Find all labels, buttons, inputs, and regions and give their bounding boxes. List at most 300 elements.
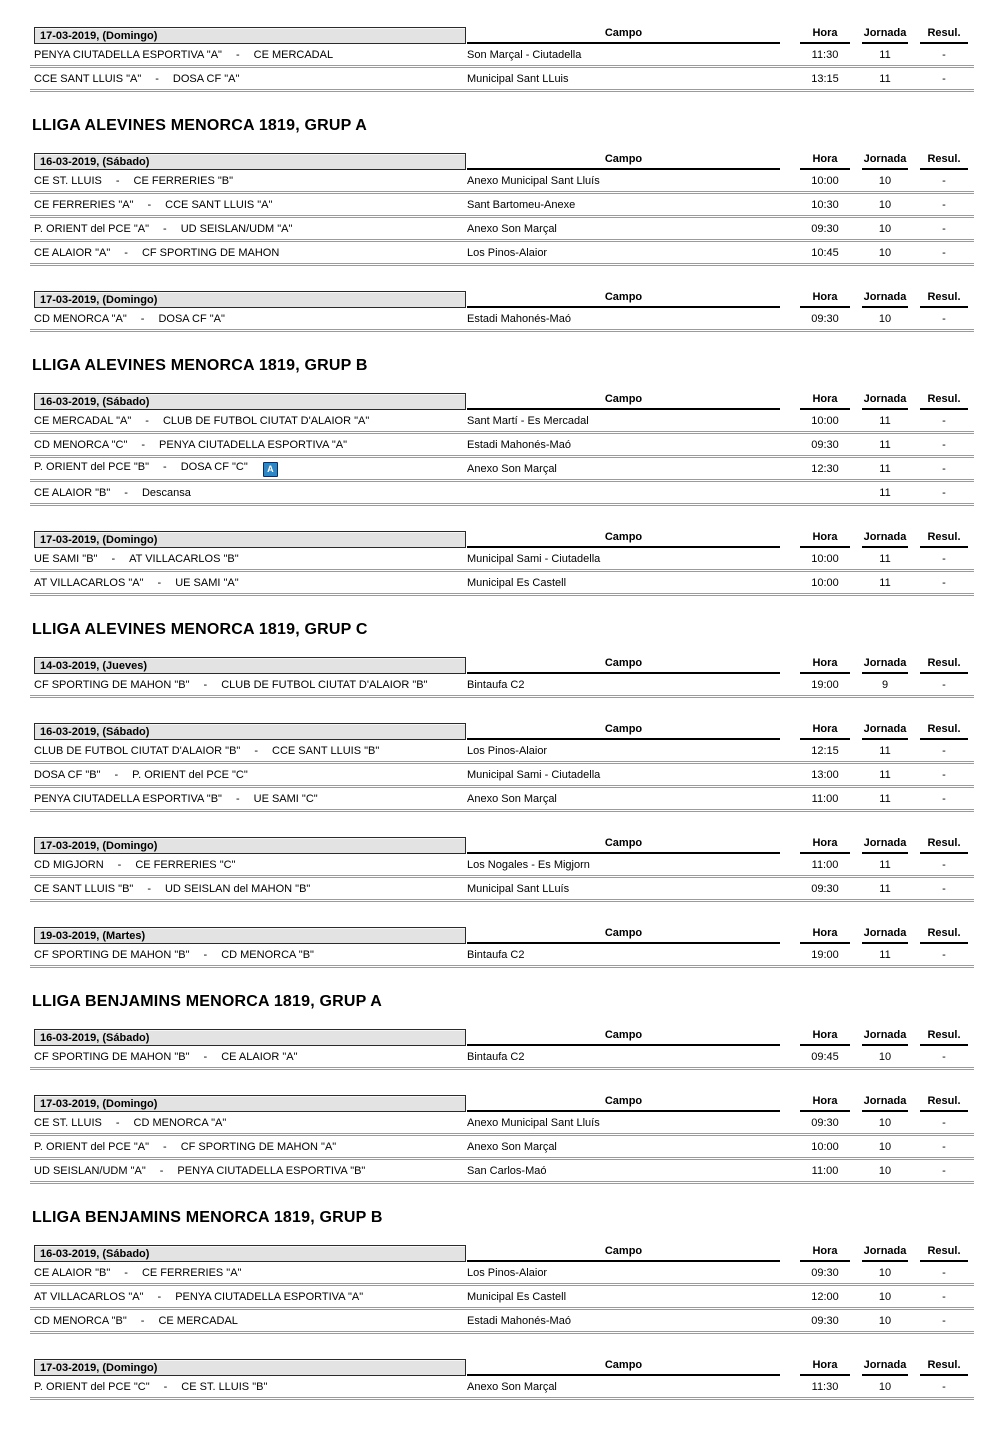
away-team: PENYA CIUTADELLA ESPORTIVA "B" <box>177 1164 366 1177</box>
resul-header-label: Resul. <box>920 531 968 548</box>
resul-header-label: Resul. <box>920 1245 968 1262</box>
match-row <box>30 674 974 698</box>
resul-cell: - <box>942 1380 946 1393</box>
league-section <box>30 621 974 968</box>
column-header-campo <box>467 837 794 854</box>
resul-cell: - <box>942 222 946 235</box>
resul-cell: - <box>942 1290 946 1303</box>
match-cell <box>30 1291 467 1303</box>
home-team: P. ORIENT del PCE "C" <box>34 1380 150 1393</box>
column-header-resul <box>914 723 974 740</box>
table-header-row <box>30 657 974 674</box>
match-row <box>30 170 974 194</box>
hora-header-label: Hora <box>800 1029 850 1046</box>
column-header-jornada <box>856 1029 914 1046</box>
away-team: CE FERRERIES "B" <box>133 174 234 187</box>
home-team: CD MENORCA "B" <box>34 1314 127 1327</box>
column-header-hora <box>794 393 856 410</box>
away-team: CD MENORCA "B" <box>221 948 314 961</box>
hora-header-label: Hora <box>800 291 850 308</box>
campo-header-label: Campo <box>467 1029 780 1046</box>
column-header-campo <box>467 1095 794 1112</box>
home-team: AT VILLACARLOS "A" <box>34 576 144 589</box>
jornada-cell: 11 <box>879 768 891 781</box>
match-cell <box>30 883 467 895</box>
jornada-header-label: Jornada <box>862 723 908 740</box>
rows-holder <box>30 170 974 266</box>
campo-cell: Son Marçal - Ciutadella <box>467 48 582 61</box>
table-header-row <box>30 1029 974 1046</box>
hora-cell: 09:45 <box>811 1050 839 1063</box>
match-row <box>30 458 974 482</box>
team-separator: - <box>140 1314 145 1327</box>
team-separator: - <box>147 882 151 895</box>
resul-header-label: Resul. <box>920 1095 968 1112</box>
campo-cell: Los Pinos-Alaior <box>467 246 548 259</box>
hora-cell: 11:30 <box>811 48 839 61</box>
table-header-row <box>30 927 974 944</box>
jornada-header-label: Jornada <box>862 27 908 44</box>
resul-cell: - <box>942 744 946 757</box>
away-team: DOSA CF "C" <box>180 460 248 473</box>
team-separator: - <box>254 744 258 757</box>
hora-cell: 09:30 <box>811 1116 839 1129</box>
hora-cell: 19:00 <box>811 948 839 961</box>
team-separator: - <box>115 1116 120 1129</box>
jornada-cell: 11 <box>879 462 891 475</box>
team-separator: - <box>141 438 146 451</box>
team-separator: - <box>115 174 120 187</box>
rows-holder <box>30 410 974 506</box>
team-separator: - <box>124 486 128 499</box>
column-header-resul <box>914 1245 974 1262</box>
campo-cell: Estadi Mahonés-Maó <box>467 312 571 325</box>
column-header-campo <box>467 531 794 548</box>
column-header-campo <box>467 1029 794 1046</box>
column-header-jornada <box>856 1095 914 1112</box>
resul-cell: - <box>942 792 946 805</box>
match-cell <box>30 1381 467 1393</box>
campo-cell: San Carlos-Maó <box>467 1164 547 1177</box>
table-header-row <box>30 393 974 410</box>
match-row <box>30 1112 974 1136</box>
resul-cell: - <box>942 1050 946 1063</box>
jornada-header-label: Jornada <box>862 1029 908 1046</box>
column-header-hora <box>794 723 856 740</box>
matchday-table <box>30 1359 974 1400</box>
column-header-resul <box>914 1029 974 1046</box>
resul-cell: - <box>942 486 946 499</box>
hora-header-label: Hora <box>800 27 850 44</box>
hora-cell: 09:30 <box>811 1314 839 1327</box>
home-team: DOSA CF "B" <box>34 768 101 781</box>
away-team: UE SAMI "C" <box>253 792 318 805</box>
column-header-hora <box>794 657 856 674</box>
column-header-jornada <box>856 153 914 170</box>
campo-header-label: Campo <box>467 1095 780 1112</box>
match-cell <box>30 679 467 691</box>
hora-cell: 10:30 <box>811 198 839 211</box>
column-header-hora <box>794 153 856 170</box>
away-team: CF SPORTING DE MAHON <box>141 246 280 259</box>
team-separator: - <box>203 678 208 691</box>
home-team: CLUB DE FUTBOL CIUTAT D'ALAIOR "B" <box>34 744 241 757</box>
hora-cell: 10:45 <box>811 246 839 259</box>
away-team: DOSA CF "A" <box>158 312 225 325</box>
hora-header-label: Hora <box>800 657 850 674</box>
date-header-box: 17-03-2019, (Domingo) <box>34 531 466 548</box>
date-header-cell <box>30 1029 467 1046</box>
away-team: PENYA CIUTADELLA ESPORTIVA "A" <box>159 438 347 451</box>
date-header-cell <box>30 927 467 944</box>
table-header-row <box>30 1245 974 1262</box>
match-row <box>30 68 974 92</box>
hora-cell: 09:30 <box>811 1266 839 1279</box>
home-team: CE ST. LLUIS <box>34 1116 102 1129</box>
campo-cell: Los Pinos-Alaior <box>467 1266 548 1279</box>
section-title: LLIGA ALEVINES MENORCA 1819, GRUP B <box>32 357 368 374</box>
team-separator: - <box>114 768 119 781</box>
jornada-cell: 10 <box>878 1164 892 1177</box>
match-row <box>30 482 974 506</box>
column-header-campo <box>467 657 794 674</box>
jornada-header-label: Jornada <box>862 1245 908 1262</box>
hora-header-label: Hora <box>800 153 850 170</box>
home-team: P. ORIENT del PCE "A" <box>34 1140 150 1153</box>
hora-cell: 13:00 <box>811 768 839 781</box>
away-team: CD MENORCA "A" <box>133 1116 227 1129</box>
date-header-cell <box>30 1095 467 1112</box>
column-header-jornada <box>856 1245 914 1262</box>
match-cell <box>30 745 467 757</box>
resul-cell: - <box>942 1266 946 1279</box>
hora-cell: 10:00 <box>811 552 839 565</box>
date-header-cell <box>30 657 467 674</box>
column-header-jornada <box>856 291 914 308</box>
team-separator: - <box>157 576 162 589</box>
campo-cell: Anexo Son Marçal <box>467 1140 557 1153</box>
jornada-cell: 10 <box>878 1116 892 1129</box>
home-team: UD SEISLAN/UDM "A" <box>34 1164 146 1177</box>
table-header-row <box>30 291 974 308</box>
match-cell <box>30 1117 467 1129</box>
column-header-jornada <box>856 927 914 944</box>
hora-header-label: Hora <box>800 927 850 944</box>
jornada-cell: 11 <box>879 948 891 961</box>
tables-holder <box>30 657 974 968</box>
league-section <box>30 357 974 596</box>
home-team: CD MENORCA "C" <box>34 438 128 451</box>
match-row <box>30 788 974 812</box>
resul-cell: - <box>942 1116 946 1129</box>
date-header-box: 16-03-2019, (Sábado) <box>34 1029 466 1046</box>
jornada-cell: 11 <box>879 72 891 85</box>
team-separator: - <box>163 1380 168 1393</box>
column-header-jornada <box>856 837 914 854</box>
home-team: CD MENORCA "A" <box>34 312 127 325</box>
match-cell <box>30 461 467 477</box>
rows-holder <box>30 944 974 968</box>
table-header-row <box>30 153 974 170</box>
hora-header-label: Hora <box>800 1359 850 1376</box>
resul-header-label: Resul. <box>920 927 968 944</box>
column-header-resul <box>914 153 974 170</box>
team-separator: - <box>163 460 167 473</box>
rows-holder <box>30 548 974 596</box>
hora-cell: 09:30 <box>811 882 839 895</box>
rows-holder <box>30 308 974 332</box>
column-header-hora <box>794 531 856 548</box>
campo-cell: Municipal Sami - Ciutadella <box>467 768 601 781</box>
tables-holder <box>30 393 974 596</box>
match-cell <box>30 49 467 61</box>
hora-cell: 09:30 <box>811 222 839 235</box>
jornada-cell: 11 <box>879 414 891 427</box>
resul-cell: - <box>942 198 946 211</box>
column-header-jornada <box>856 393 914 410</box>
column-header-resul <box>914 27 974 44</box>
section-title: LLIGA ALEVINES MENORCA 1819, GRUP A <box>32 117 368 134</box>
resul-header-label: Resul. <box>920 153 968 170</box>
away-team: DOSA CF "A" <box>172 72 240 85</box>
column-header-resul <box>914 927 974 944</box>
hora-cell: 09:30 <box>811 312 839 325</box>
jornada-cell: 11 <box>879 552 891 565</box>
resul-cell: - <box>942 768 946 781</box>
team-separator: - <box>147 198 152 211</box>
match-cell <box>30 1315 467 1327</box>
away-team: CE ST. LLUIS "B" <box>181 1380 268 1393</box>
match-row <box>30 1262 974 1286</box>
team-separator: - <box>235 48 240 61</box>
campo-cell: Anexo Son Marçal <box>467 462 557 475</box>
column-header-hora <box>794 1359 856 1376</box>
campo-header-label: Campo <box>467 27 780 44</box>
jornada-cell: 11 <box>879 438 891 451</box>
resul-cell: - <box>942 48 946 61</box>
column-header-campo <box>467 291 794 308</box>
home-team: CE ALAIOR "A" <box>34 246 111 259</box>
campo-header-label: Campo <box>467 1245 780 1262</box>
jornada-cell: 10 <box>878 1290 892 1303</box>
away-team: CLUB DE FUTBOL CIUTAT D'ALAIOR "B" <box>221 678 428 691</box>
tables-holder <box>30 1245 974 1400</box>
home-team: CCE SANT LLUIS "A" <box>34 72 142 85</box>
date-header-cell <box>30 531 467 548</box>
date-header-cell <box>30 393 467 410</box>
hora-cell: 12:30 <box>811 462 839 475</box>
match-cell <box>30 1141 467 1153</box>
column-header-hora <box>794 1095 856 1112</box>
match-row <box>30 242 974 266</box>
hora-cell: 11:00 <box>811 1164 839 1177</box>
home-team: AT VILLACARLOS "A" <box>34 1290 144 1303</box>
team-separator: - <box>140 312 145 325</box>
jornada-header-label: Jornada <box>862 837 908 854</box>
away-team: UE SAMI "A" <box>175 576 239 589</box>
date-header-box: 17-03-2019, (Domingo) <box>34 1359 466 1376</box>
campo-cell: Los Nogales - Es Migjorn <box>467 858 590 871</box>
rows-holder <box>30 674 974 698</box>
campo-cell: Los Pinos-Alaior <box>467 744 548 757</box>
table-header-row <box>30 1359 974 1376</box>
resul-cell: - <box>942 414 946 427</box>
rows-holder <box>30 1046 974 1070</box>
match-row <box>30 1310 974 1334</box>
jornada-header-label: Jornada <box>862 153 908 170</box>
date-header-cell <box>30 723 467 740</box>
league-section <box>30 993 974 1184</box>
away-team: CCE SANT LLUIS "A" <box>165 198 273 211</box>
home-team: CE ST. LLUIS <box>34 174 102 187</box>
table-header-row <box>30 27 974 44</box>
campo-cell: Municipal Sant LLuís <box>467 882 570 895</box>
column-header-jornada <box>856 1359 914 1376</box>
column-header-resul <box>914 657 974 674</box>
campo-cell: Anexo Son Marçal <box>467 792 557 805</box>
jornada-header-label: Jornada <box>862 1359 908 1376</box>
hora-cell: 11:00 <box>811 792 839 805</box>
team-separator: - <box>124 246 128 259</box>
date-header-box: 16-03-2019, (Sábado) <box>34 723 466 740</box>
column-header-hora <box>794 927 856 944</box>
team-separator: - <box>159 1164 164 1177</box>
campo-header-label: Campo <box>467 393 780 410</box>
match-row <box>30 1046 974 1070</box>
campo-cell: Municipal Es Castell <box>467 1290 567 1303</box>
match-cell <box>30 439 467 451</box>
team-separator: - <box>235 792 240 805</box>
resul-header-label: Resul. <box>920 393 968 410</box>
away-team: PENYA CIUTADELLA ESPORTIVA "A" <box>175 1290 364 1303</box>
section-title: LLIGA BENJAMINS MENORCA 1819, GRUP B <box>32 1209 383 1226</box>
column-header-campo <box>467 1245 794 1262</box>
team-separator: - <box>124 1266 128 1279</box>
jornada-header-label: Jornada <box>862 1095 908 1112</box>
away-team: P. ORIENT del PCE "C" <box>132 768 248 781</box>
jornada-cell: 10 <box>878 174 892 187</box>
resul-header-label: Resul. <box>920 1359 968 1376</box>
match-cell <box>30 553 467 565</box>
rows-holder <box>30 1112 974 1184</box>
match-row <box>30 1376 974 1400</box>
match-row <box>30 434 974 458</box>
resul-cell: - <box>942 882 946 895</box>
away-team: UD SEISLAN/UDM "A" <box>180 222 293 235</box>
hora-cell: 10:00 <box>811 414 839 427</box>
match-row <box>30 194 974 218</box>
table-header-row <box>30 837 974 854</box>
rows-holder <box>30 1262 974 1334</box>
jornada-header-label: Jornada <box>862 393 908 410</box>
campo-cell: Anexo Son Marçal <box>467 1380 557 1393</box>
resul-cell: - <box>942 174 946 187</box>
match-row <box>30 1136 974 1160</box>
section-title: LLIGA ALEVINES MENORCA 1819, GRUP C <box>32 621 368 638</box>
jornada-cell: 10 <box>878 198 892 211</box>
date-header-cell <box>30 153 467 170</box>
match-row <box>30 218 974 242</box>
date-header-cell <box>30 27 467 44</box>
column-header-resul <box>914 1359 974 1376</box>
hora-cell: 11:00 <box>811 858 839 871</box>
column-header-campo <box>467 927 794 944</box>
team-separator: - <box>163 1140 167 1153</box>
jornada-cell: 10 <box>878 1266 892 1279</box>
matchday-table <box>30 393 974 506</box>
jornada-header-label: Jornada <box>862 291 908 308</box>
campo-cell: Sant Martí - Es Mercadal <box>467 414 589 427</box>
column-header-jornada <box>856 27 914 44</box>
hora-cell: 12:15 <box>811 744 839 757</box>
resul-header-label: Resul. <box>920 27 968 44</box>
campo-cell: Estadi Mahonés-Maó <box>467 438 571 451</box>
date-header-box: 17-03-2019, (Domingo) <box>34 1095 466 1112</box>
date-header-box: 16-03-2019, (Sábado) <box>34 153 466 170</box>
team-separator: - <box>111 552 116 565</box>
away-team: Descansa <box>141 486 191 499</box>
home-team: CF SPORTING DE MAHON "B" <box>34 948 190 961</box>
team-separator: - <box>163 222 167 235</box>
match-row <box>30 572 974 596</box>
hora-cell: 09:30 <box>811 438 839 451</box>
date-header-cell <box>30 837 467 854</box>
jornada-cell: 10 <box>878 1050 892 1063</box>
resul-cell: - <box>942 948 946 961</box>
date-header-box: 14-03-2019, (Jueves) <box>34 657 466 674</box>
tables-holder <box>30 153 974 332</box>
resul-header-label: Resul. <box>920 1029 968 1046</box>
resul-cell: - <box>942 312 946 325</box>
match-row <box>30 1160 974 1184</box>
match-cell <box>30 247 467 259</box>
date-header-box: 17-03-2019, (Domingo) <box>34 27 466 44</box>
hora-cell: 10:00 <box>811 576 839 589</box>
home-team: PENYA CIUTADELLA ESPORTIVA "B" <box>34 792 222 805</box>
match-row <box>30 854 974 878</box>
rows-holder <box>30 1376 974 1400</box>
jornada-cell: 10 <box>878 312 892 325</box>
campo-cell: Estadi Mahonés-Maó <box>467 1314 571 1327</box>
rows-holder <box>30 854 974 902</box>
date-header-cell <box>30 291 467 308</box>
column-header-hora <box>794 291 856 308</box>
resul-cell: - <box>942 462 946 475</box>
match-row <box>30 44 974 68</box>
resul-header-label: Resul. <box>920 837 968 854</box>
jornada-cell: 11 <box>879 858 891 871</box>
table-header-row <box>30 1095 974 1112</box>
home-team: UE SAMI "B" <box>34 552 98 565</box>
hora-header-label: Hora <box>800 1095 850 1112</box>
hora-cell: 10:00 <box>811 174 839 187</box>
campo-header-label: Campo <box>467 1359 780 1376</box>
matchday-table <box>30 723 974 812</box>
campo-header-label: Campo <box>467 723 780 740</box>
matchday-table <box>30 657 974 698</box>
jornada-cell: 10 <box>878 1140 892 1153</box>
home-team: CE ALAIOR "B" <box>34 486 111 499</box>
hora-cell: 19:00 <box>811 678 839 691</box>
resul-cell: - <box>942 858 946 871</box>
table-header-row <box>30 531 974 548</box>
column-header-resul <box>914 1095 974 1112</box>
column-header-jornada <box>856 723 914 740</box>
column-header-jornada <box>856 531 914 548</box>
hora-cell: 13:15 <box>811 72 839 85</box>
column-header-hora <box>794 1029 856 1046</box>
campo-header-label: Campo <box>467 291 780 308</box>
